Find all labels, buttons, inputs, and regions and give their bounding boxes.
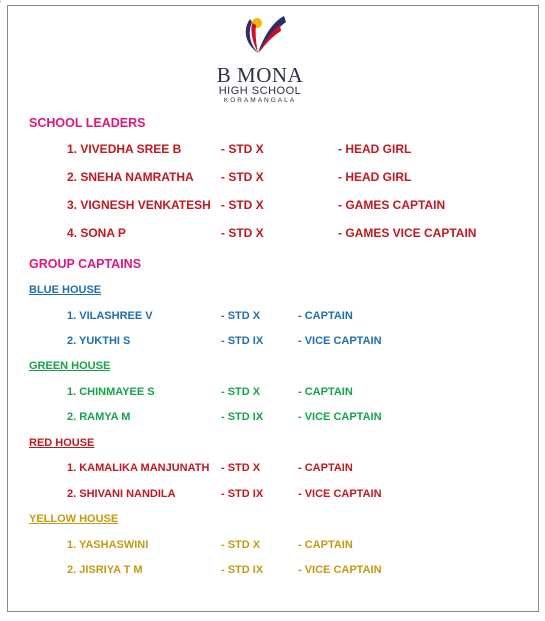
leader-role: - HEAD GIRL (338, 170, 412, 184)
yellow-house-heading: YELLOW HOUSE (29, 513, 119, 525)
green-house-heading: GREEN HOUSE (29, 360, 111, 372)
captain-std: - STD X (221, 462, 261, 474)
captain-std: - STD IX (221, 564, 264, 576)
captain-name: 2. SHIVANI NANDILA (67, 488, 176, 500)
group-captains-heading: GROUP CAPTAINS (29, 257, 142, 271)
captain-name: 1. KAMALIKA MANJUNATH (67, 462, 210, 474)
blue-house-heading: BLUE HOUSE (29, 284, 102, 296)
corner-mark: ' (0, 0, 2, 9)
leader-name: 3. VIGNESH VENKATESH (67, 198, 211, 212)
captain-role: - VICE CAPTAIN (298, 335, 382, 347)
school-subtitle: HIGH SCHOOL (218, 85, 302, 97)
captain-name: 2. JISRIYA T M (67, 564, 143, 576)
school-name: B MONA (216, 63, 304, 87)
captain-name: 1. VILASHREE V (67, 310, 153, 322)
leader-std: - STD X (221, 142, 264, 156)
leader-name: 1. VIVEDHA SREE B (67, 142, 182, 156)
leader-std: - STD X (221, 170, 264, 184)
school-leaders-heading: SCHOOL LEADERS (29, 116, 146, 130)
captain-std: - STD IX (221, 488, 264, 500)
captain-std: - STD IX (221, 335, 264, 347)
captain-name: 1. CHINMAYEE S (67, 386, 155, 398)
leader-name: 2. SNEHA NAMRATHA (67, 170, 194, 184)
captain-role: - VICE CAPTAIN (298, 564, 382, 576)
red-house-heading: RED HOUSE (29, 437, 95, 449)
captain-role: - VICE CAPTAIN (298, 411, 382, 423)
leader-name: 4. SONA P (67, 226, 126, 240)
leader-role: - GAMES CAPTAIN (338, 198, 446, 212)
captain-std: - STD IX (221, 411, 264, 423)
captain-role: - CAPTAIN (298, 539, 353, 551)
leader-std: - STD X (221, 198, 264, 212)
captain-name: 1. YASHASWINI (67, 539, 149, 551)
captain-role: - CAPTAIN (298, 310, 353, 322)
captain-std: - STD X (221, 386, 261, 398)
captain-std: - STD X (221, 310, 261, 322)
captain-role: - CAPTAIN (298, 462, 353, 474)
leader-role: - GAMES VICE CAPTAIN (338, 226, 477, 240)
school-logo-icon (236, 13, 288, 61)
captain-name: 2. RAMYA M (67, 411, 131, 423)
captain-name: 2. YUKTHI S (67, 335, 131, 347)
captain-std: - STD X (221, 539, 261, 551)
school-location: KORAMANGALA (223, 97, 297, 104)
captain-role: - VICE CAPTAIN (298, 488, 382, 500)
leader-role: - HEAD GIRL (338, 142, 412, 156)
captain-role: - CAPTAIN (298, 386, 353, 398)
leader-std: - STD X (221, 226, 264, 240)
